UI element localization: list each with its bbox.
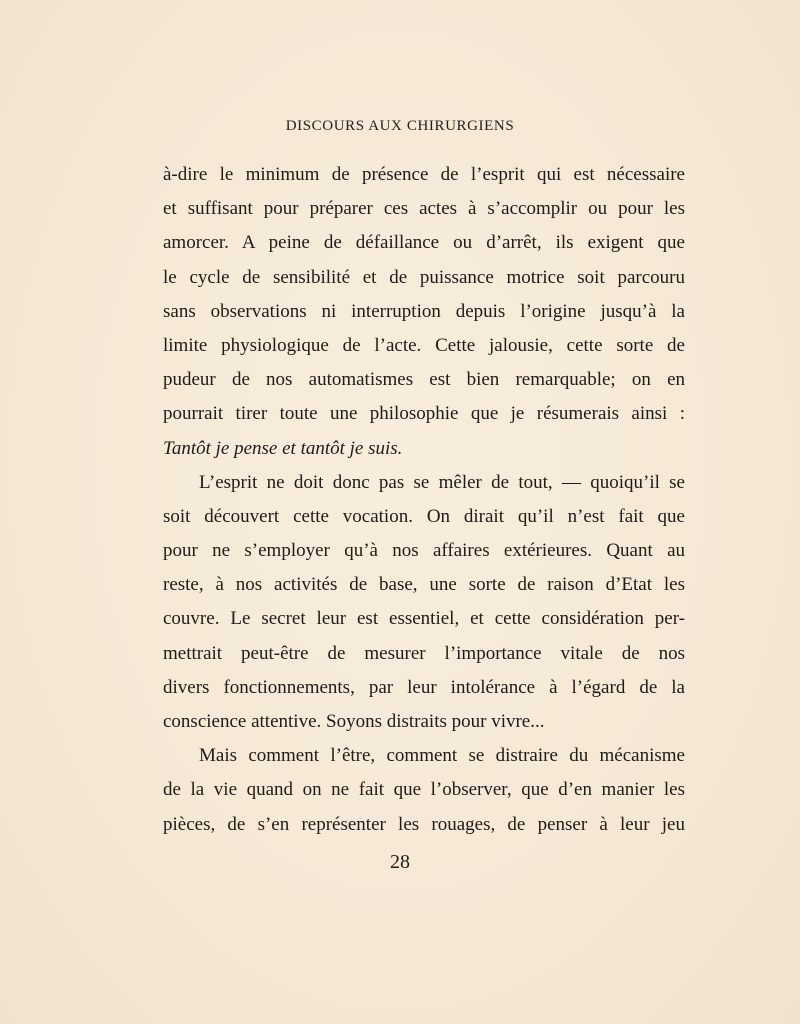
text-line: le cycle de sensibilité et de puissance motrice soit parcouru xyxy=(163,266,685,288)
text-line: couvre. Le secret leur est essentiel, et cette considération per- xyxy=(163,608,685,630)
text-line: pour ne s’employer qu’à nos affaires extérieures. Quant au xyxy=(163,540,685,562)
text-line: amorcer. A peine de défaillance ou d’arrêt, ils exigent que xyxy=(163,232,685,254)
paragraph-end-line: conscience attentive. Soyons distraits pour vivre... xyxy=(163,711,545,732)
text-line: à-dire le minimum de présence de l’esprit qui est nécessaire xyxy=(163,164,685,185)
text-line: pudeur de nos automatismes est bien remarquable; on en xyxy=(163,369,685,391)
paragraph-start-line: Mais comment l’être, comment se distraire du mécanisme xyxy=(199,745,685,767)
italic-maxim-line: Tantôt je pense et tantôt je suis. xyxy=(163,437,403,459)
text-line: reste, à nos activités de base, une sorte de raison d’Etat les xyxy=(163,574,685,596)
text-line: limite physiologique de l’acte. Cette jalousie, cette sorte de xyxy=(163,334,685,356)
text-line: pièces, de s’en représenter les rouages, de penser à leur jeu xyxy=(163,813,685,835)
text-line: mettrait peut-être de mesurer l’importance vitale de nos xyxy=(163,642,685,664)
running-head: DISCOURS AUX CHIRURGIENS xyxy=(285,118,515,134)
text-line: de la vie quand on ne fait que l’observer, que d’en manier les xyxy=(163,779,685,801)
body-text xyxy=(163,158,685,842)
text-line: pourrait tirer toute une philosophie que je résumerais ainsi : xyxy=(163,403,685,425)
text-line: sans observations ni interruption depuis l’origine jusqu’à la xyxy=(163,300,685,322)
page-number: 28 xyxy=(390,851,410,873)
paragraph-start-line: L’esprit ne doit donc pas se mêler de tout, — quoiqu’il se xyxy=(199,471,685,493)
text-line: soit découvert cette vocation. On dirait qu’il n’est fait que xyxy=(163,505,685,527)
text-line: divers fonctionnements, par leur intolérance à l’égard de la xyxy=(163,676,685,698)
text-line: et suffisant pour préparer ces actes à s’accomplir ou pour les xyxy=(163,198,685,220)
